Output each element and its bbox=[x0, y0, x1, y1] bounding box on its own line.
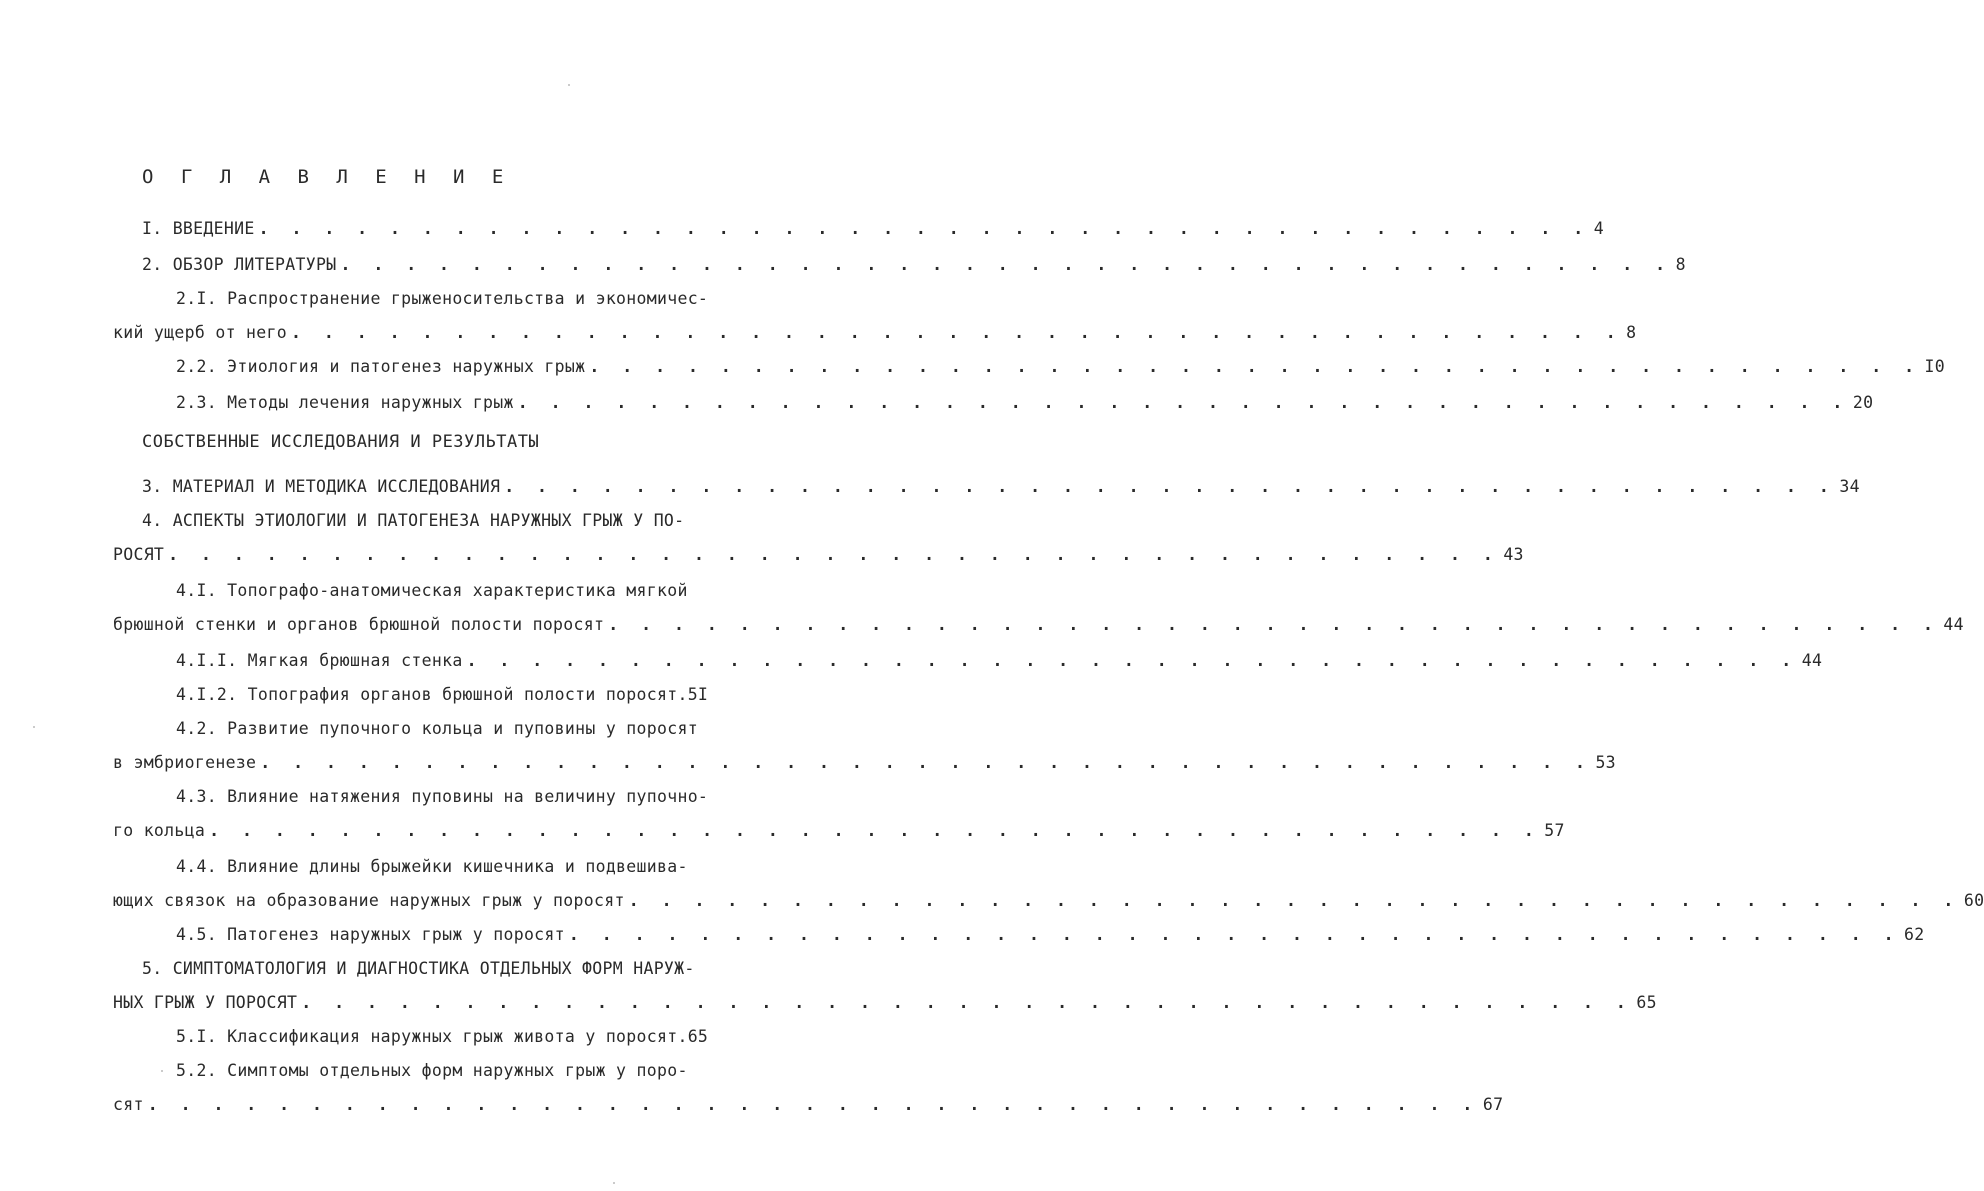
dot-leader: . . . . . . . . . . . . . . . . . . . . . . . . . . . . . . . . . . . . . . . . . bbox=[147, 1095, 1479, 1114]
toc-entry bbox=[113, 820, 1565, 842]
scan-speck bbox=[33, 726, 35, 728]
toc-entry-page: 20 bbox=[1852, 393, 1874, 412]
toc-entry-text: кий ущерб от него bbox=[113, 323, 287, 342]
toc-entry-text: сят bbox=[113, 1095, 144, 1114]
toc-entry bbox=[176, 356, 1945, 378]
toc-entry-text: НЫХ ГРЫЖ У ПОРОСЯТ bbox=[113, 993, 298, 1012]
toc-entry-text: РОСЯТ bbox=[113, 545, 165, 564]
toc-entry-page: 44 bbox=[1801, 651, 1823, 670]
scan-speck bbox=[161, 1070, 163, 1072]
dot-leader: . . . . . . . . . . . . . . . . . . . . . . . . . . . . . . . . . . . . . . . . . bbox=[209, 821, 1541, 840]
toc-entry-page: 34 bbox=[1839, 477, 1860, 496]
dot-leader: . . . . . . . . . . . . . . . . . . . . . . . . . . . . . . . . . . . . . . . . . bbox=[628, 891, 1960, 910]
toc-entry-text: го кольца bbox=[113, 821, 206, 840]
toc-entry-text: 5.I. Классификация наружных грыж живота у поросят.65 bbox=[176, 1027, 709, 1046]
toc-entry-page: 65 bbox=[1636, 993, 1657, 1012]
toc-entry-text: ющих связок на образование наружных грыж у поросят bbox=[113, 891, 625, 910]
toc-entry-page: 43 bbox=[1503, 545, 1524, 564]
toc-title: О Г Л А В Л Е Н И Е bbox=[142, 166, 512, 188]
dot-leader: . . . . . . . . . . . . . . . . . . . . . . . . . . . . . . . . . . . . . . . . . bbox=[568, 925, 1901, 944]
toc-entry bbox=[113, 544, 1524, 566]
scan-speck bbox=[613, 1182, 615, 1184]
toc-entry-page: 8 bbox=[1675, 255, 1686, 274]
toc-entry-page: 4 bbox=[1593, 219, 1604, 238]
toc-entry-page: 62 bbox=[1904, 925, 1925, 944]
toc-entry-text: 4.I.I. Мягкая брюшная стенка bbox=[176, 651, 463, 670]
toc-entry bbox=[176, 924, 1925, 946]
toc-entry-text: в эмбриогенезе bbox=[113, 753, 257, 772]
toc-entry bbox=[113, 614, 1964, 636]
toc-entry-text: 4.3. Влияние натяжения пуповины на величину пупочно- bbox=[176, 787, 709, 806]
toc-entry-text: 5.2. Симптомы отдельных форм наружных грыж у поро- bbox=[176, 1061, 688, 1080]
toc-entry bbox=[113, 992, 1657, 1014]
toc-entry bbox=[176, 650, 1823, 672]
scan-speck bbox=[568, 84, 570, 86]
dot-leader: . . . . . . . . . . . . . . . . . . . . . . . . . . . . . . . . . . . . . . . . . bbox=[290, 323, 1623, 342]
toc-entry-text: 5. СИМПТОМАТОЛОГИЯ И ДИАГНОСТИКА ОТДЕЛЬНЫХ ФОРМ НАРУЖ- bbox=[142, 959, 695, 978]
toc-entry-page: I0 bbox=[1924, 357, 1945, 376]
toc-entry-text: брюшной стенки и органов брюшной полости поросят bbox=[113, 615, 605, 634]
toc-entry-text: 3. МАТЕРИАЛ И МЕТОДИКА ИССЛЕДОВАНИЯ bbox=[142, 477, 501, 496]
toc-entry bbox=[142, 254, 1686, 276]
toc-entry-page: 44 bbox=[1943, 615, 1964, 634]
dot-leader: . . . . . . . . . . . . . . . . . . . . . . . . . . . . . . . . . . . . . . . . . bbox=[301, 993, 1633, 1012]
toc-entry bbox=[176, 392, 1874, 414]
toc-entry-text: 4.4. Влияние длины брыжейки кишечника и подвешива- bbox=[176, 857, 688, 876]
toc-entry-text: I. ВВЕДЕНИЕ bbox=[142, 219, 255, 238]
dot-leader: . . . . . . . . . . . . . . . . . . . . . . . . . . . . . . . . . . . . . . . . . bbox=[504, 477, 1836, 496]
toc-entry-text: 2.I. Распространение грыженосительства и экономичес- bbox=[176, 289, 709, 308]
dot-leader: . . . . . . . . . . . . . . . . . . . . . . . . . . . . . . . . . . . . . . . . . bbox=[466, 651, 1798, 670]
toc-entry-text: 2. ОБЗОР ЛИТЕРАТУРЫ bbox=[142, 255, 337, 274]
toc-entry-page: 60 bbox=[1963, 891, 1984, 910]
toc-entry bbox=[142, 218, 1604, 240]
toc-entry-text: 4.2. Развитие пупочного кольца и пуповины у поросят bbox=[176, 719, 698, 738]
toc-entry bbox=[113, 890, 1984, 912]
dot-leader: . . . . . . . . . . . . . . . . . . . . . . . . . . . . . . . . . . . . . . . . . bbox=[258, 219, 1590, 238]
toc-entry-text: 4.I.2. Топография органов брюшной полости поросят.5I bbox=[176, 685, 709, 704]
dot-leader: . . . . . . . . . . . . . . . . . . . . . . . . . . . . . . . . . . . . . . . . . bbox=[608, 615, 1940, 634]
dot-leader: . . . . . . . . . . . . . . . . . . . . . . . . . . . . . . . . . . . . . . . . . bbox=[260, 753, 1592, 772]
toc-entry-text: 2.3. Методы лечения наружных грыж bbox=[176, 393, 514, 412]
toc-entry bbox=[113, 322, 1637, 344]
dot-leader: . . . . . . . . . . . . . . . . . . . . . . . . . . . . . . . . . . . . . . . . . bbox=[589, 357, 1921, 376]
toc-entry bbox=[113, 1094, 1504, 1116]
toc-entry bbox=[113, 752, 1616, 774]
toc-entry-text: 2.2. Этиология и патогенез наружных грыж bbox=[176, 357, 586, 376]
dot-leader: . . . . . . . . . . . . . . . . . . . . . . . . . . . . . . . . . . . . . . . . . bbox=[168, 545, 1500, 564]
section-heading: СОБСТВЕННЫЕ ИССЛЕДОВАНИЯ И РЕЗУЛЬТАТЫ bbox=[142, 432, 540, 452]
dot-leader: . . . . . . . . . . . . . . . . . . . . . . . . . . . . . . . . . . . . . . . . . bbox=[517, 393, 1849, 412]
toc-entry-page: 67 bbox=[1482, 1095, 1504, 1114]
toc-entry-text: 4.I. Топографо-анатомическая характеристика мягкой bbox=[176, 581, 688, 600]
dot-leader: . . . . . . . . . . . . . . . . . . . . . . . . . . . . . . . . . . . . . . . . . bbox=[340, 255, 1672, 274]
toc-entry-page: 57 bbox=[1544, 821, 1565, 840]
toc-entry-text: 4.5. Патогенез наружных грыж у поросят bbox=[176, 925, 565, 944]
toc-entry bbox=[142, 476, 1860, 498]
toc-entry-text: 4. АСПЕКТЫ ЭТИОЛОГИИ И ПАТОГЕНЕЗА НАРУЖНЫХ ГРЫЖ У ПО- bbox=[142, 511, 685, 530]
toc-entry-page: 8 bbox=[1626, 323, 1637, 342]
toc-entry-page: 53 bbox=[1595, 753, 1616, 772]
